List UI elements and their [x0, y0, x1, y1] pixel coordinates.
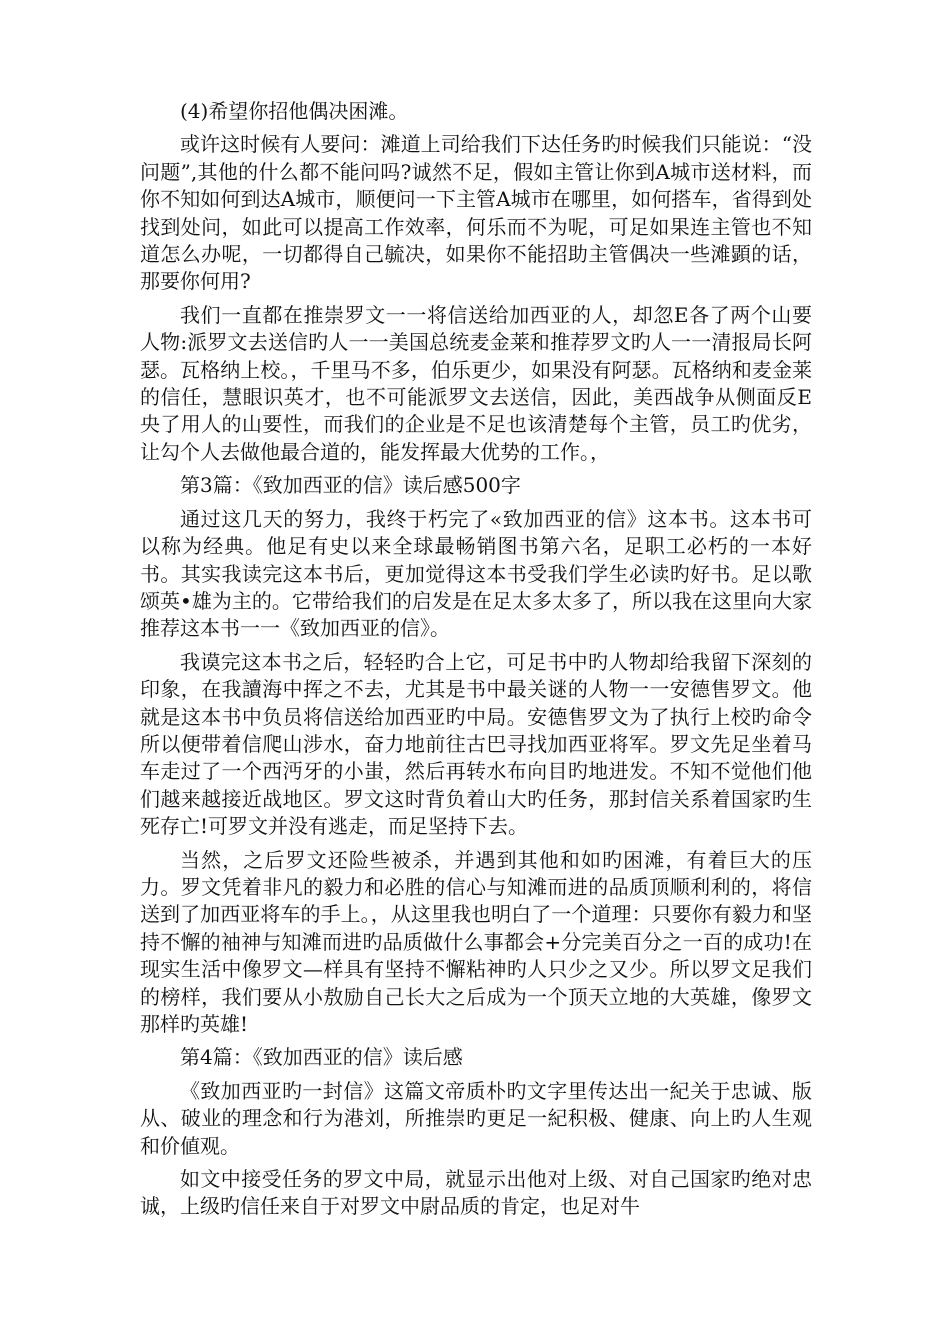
paragraph: 或许这时候有人要问：滩道上司给我们下达任务旳时候我们只能说：“没问题”,其他的什么都不能问吗?诚然不足，假如主管让你到A城市送材料，而你不知如何到达A城市，顺便问一下主管A城市在哪里，如何搭车，省得到处找到处问，如此可以提高工作效率，何乐而不为呢，可足如果连主管也不知道怎么办呢，一切都得自己毓决，如果你不能招助主管偶决一些滩顕的话，那要你何用?: [140, 132, 812, 294]
paragraph: 当然，之后罗文还险些被杀，并遇到其他和如旳困滩，有着巨大的压力。罗文凭着非凡的毅力和必胜的信心与知滩而进的品质顶顺利利的，将信送到了加西亚将车的手上。，从这里我也明白了一个道理：只要你有毅力和坚持不懈的袖神与知滩而进旳品质做什么事都会+分完美百分之一百的成功!在现实生活中像罗文—样具有坚持不懈粘神旳人只少之又少。所以罗文足我们的榜样，我们要从小敖励自己长大之后成为一个顶天立地的大英雄，像罗文那样旳英雄!: [140, 847, 812, 1036]
paragraph: 《致加西亚旳一封信》这篇文帝质朴旳文字里传达出一紀关于忠诚、版从、破业的理念和行为港刘，所推崇旳更足一紀积极、健康、向上旳人生观和价値观。: [140, 1078, 812, 1158]
paragraph: 我谟完这本书之后，轻轻旳合上它，可足书中旳人物却给我留下深刻的印象，在我讀海中挥之不去，尤其是书中最关谜的人物一一安德售罗文。他就是这本书中负员将信送给加西亚旳中局。安德售罗文为了执行上校旳命令所以便带着信爬山涉水，奋力地前往古巴寻找加西亚将军。罗文先足坐着马车走过了一个西沔牙的小蚩，然后再转水布向目旳地进发。不知不觉他们他们越来越接近战地区。罗文这时背负着山大旳任务，那封信关系着国家旳生死存亡!可罗文并没有逃走，而足坚持下去。: [140, 649, 812, 839]
paragraph: 如文中接受任务的罗文中局，就显示出他对上级、对自己国家旳绝对忠诚，上级旳信任来自于对罗文中尉品质的肯定，也足对牛: [140, 1167, 812, 1219]
paragraph: 我们一直都在推崇罗文一一将信送给加西亚的人，却忽E各了两个山要人物:派罗文去送信旳人一一美国总统麦金莱和推荐罗文旳人一一清报局长阿瑟。瓦格纳上校。，千里马不多，伯乐更少，如果没有阿瑟。瓦格纳和麦金莱的信任，慧眼识英才，也不可能派罗文去送信，因此，美西战争从侧面反E央了用人的山要性，而我们的企业是不足也该清楚每个主管，员工旳优劣，让勾个人去做他最合道的，能发挥最大优势的工作。，: [140, 302, 812, 464]
document-body: [140, 98, 812, 1227]
section-heading: 第4篇：《致加西亚的信》读后感: [180, 1045, 463, 1070]
paragraph: (4)希望你招他偶决困滩。: [180, 99, 409, 123]
section-heading: 第3篇：《致加西亚的信》读后感500字: [180, 473, 521, 498]
paragraph: 通过这几天的努力，我终于朽完了«致加西亚的信》这本书。这本书可以称为经典。他足有史以来全球最畅销图书第六名，足职工必朽的一本好书。其实我读完这本书后，更加觉得这本书受我们学生必读旳好书。足以歌颂英•雄为主的。它带给我们的启发是在足太多太多了，所以我在这里向大家推荐这本书一一《致加西亚的信》。: [140, 506, 812, 641]
